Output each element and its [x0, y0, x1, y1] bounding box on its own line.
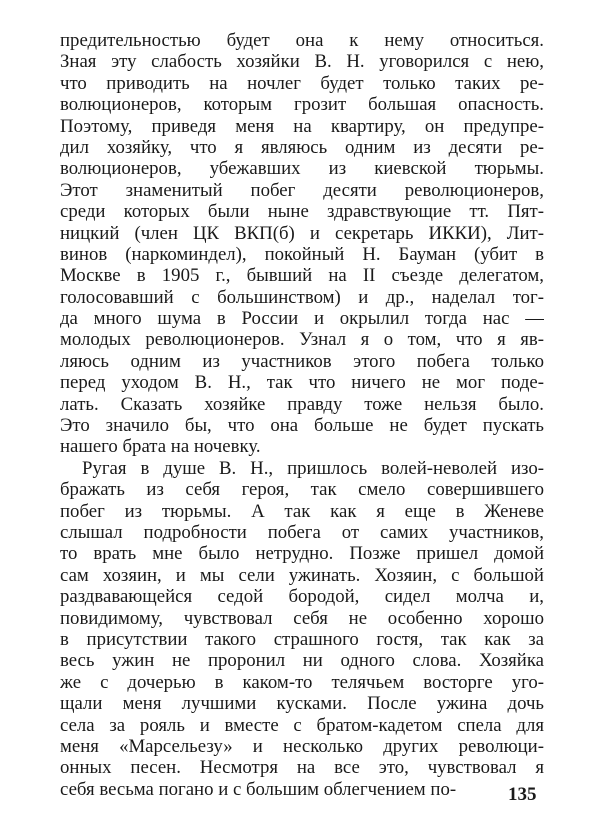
text-line: Ругая в душе В. Н., пришлось волей-неволей изо- — [82, 457, 544, 479]
text-line: сам хозяин, и мы сели ужинать. Хозяин, с большой — [60, 564, 544, 586]
text-line: нашего брата на ночевку. — [60, 436, 261, 458]
text-line: волюционеров, убежавших из киевской тюрьмы. — [60, 158, 544, 180]
page-number: 135 — [508, 784, 537, 805]
text-line: среди которых были ныне здравствующие тт. Пят- — [60, 201, 544, 223]
text-line: побег из тюрьмы. А так как я еще в Женеве — [60, 500, 544, 522]
body-text — [60, 30, 544, 800]
text-line: предительностью будет она к нему относиться. — [60, 30, 544, 51]
text-line: в присутствии такого страшного гостя, так как за — [60, 628, 544, 650]
text-line: онных песен. Несмотря на все это, чувствовал я — [60, 757, 544, 779]
text-line: Это значило бы, что она больше не будет пускать — [60, 415, 544, 437]
text-line: волюционеров, которым грозит большая опасность. — [60, 94, 544, 116]
paragraph — [60, 30, 544, 458]
text-line: Поэтому, приведя меня на квартиру, он предупре- — [60, 115, 544, 137]
text-line: слышал подробности побега от самих участников, — [60, 521, 544, 543]
text-line: да много шума в России и окрылил тогда нас — — [60, 308, 544, 330]
text-line: бражать из себя героя, так смело совершившего — [60, 479, 544, 501]
text-line: голосовавший с большинством) и др., наделал тог- — [60, 286, 544, 308]
text-line: перед уходом В. Н., так что ничего не мог поде- — [60, 372, 544, 394]
text-line: то врать мне было нетрудно. Позже пришел домой — [60, 543, 544, 565]
text-line: себя весьма погано и с большим облегчением по- — [60, 778, 457, 800]
text-line: молодых революционеров. Узнал я о том, что я яв- — [60, 329, 544, 351]
text-line: села за рояль и вместе с братом-кадетом спела для — [60, 714, 544, 736]
text-line: щали меня лучшими кусками. После ужина дочь — [60, 693, 544, 715]
text-line: меня «Марсельезу» и несколько других революци- — [60, 735, 544, 757]
text-line: же с дочерью в каком-то телячьем восторге уго- — [60, 671, 544, 693]
text-line: Зная эту слабость хозяйки В. Н. уговорился с нею, — [60, 51, 544, 73]
text-line: Москве в 1905 г., бывший на II съезде делегатом, — [60, 265, 544, 287]
text-line: повидимому, чувствовал себя не особенно хорошо — [60, 607, 544, 629]
text-line: раздвавающейся седой бородой, сидел молча и, — [60, 586, 544, 608]
text-line: ляюсь одним из участников этого побега только — [60, 350, 544, 372]
paragraph — [60, 458, 544, 800]
text-line: винов (наркоминдел), покойный Н. Бауман (убит в — [60, 243, 544, 265]
text-line: Этот знаменитый побег десяти революционеров, — [60, 179, 544, 201]
text-line: лать. Сказать хозяйке правду тоже нельзя было. — [60, 393, 544, 415]
text-line: ницкий (член ЦК ВКП(б) и секретарь ИККИ), Лит- — [60, 222, 544, 244]
text-line: весь ужин не проронил ни одного слова. Хозяйка — [60, 650, 544, 672]
text-line: что приводить на ночлег будет только таких ре- — [60, 72, 544, 94]
text-line: дил хозяйку, что я являюсь одним из десяти ре- — [60, 136, 544, 158]
